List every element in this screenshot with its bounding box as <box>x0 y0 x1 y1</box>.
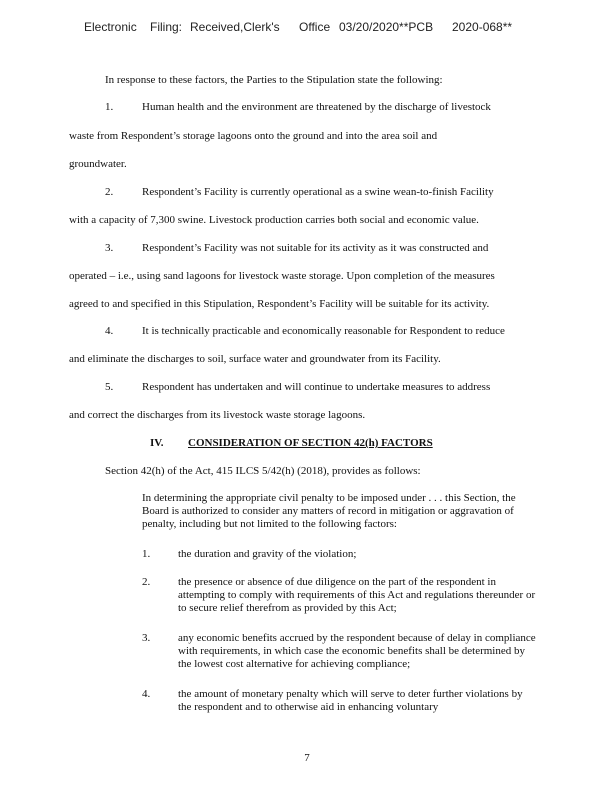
item-2-line1: Respondent’s Facility is currently operational as a swine wean-to-finish Facility <box>142 186 494 198</box>
factor-3-text: any economic benefits accrued by the respondent because of delay in compliance with requirements, in which case the economic benefits shall be determined by the lowest cost alternative for achieving compliance; <box>178 632 536 670</box>
header-date: 03/20/2020**PCB <box>339 20 434 34</box>
item-4-number: 4. <box>105 325 114 337</box>
item-3-line1: Respondent’s Facility was not suitable for its activity as it was constructed and <box>142 242 489 254</box>
item-2-number: 2. <box>105 186 114 198</box>
item-4-line2: and eliminate the discharges to soil, surface water and groundwater from its Facility. <box>69 353 441 365</box>
header-office: Office <box>299 20 331 34</box>
factor-4-number: 4. <box>142 688 151 700</box>
item-1-line3: groundwater. <box>69 158 127 170</box>
factor-3-number: 3. <box>142 632 151 644</box>
section-heading <box>150 437 433 449</box>
item-5-line1: Respondent has undertaken and will continue to undertake measures to address <box>142 381 491 393</box>
item-2-line2: with a capacity of 7,300 swine. Livestock production carries both social and economic value. <box>69 214 479 226</box>
item-5-number: 5. <box>105 381 114 393</box>
item-4-line1: It is technically practicable and economically reasonable for Respondent to reduce <box>142 325 505 337</box>
factor-2-text: the presence or absence of due diligence on the part of the respondent in attempting to comply with requirements of this Act and regulations thereunder or to secure relief therefrom as provided by this Act; <box>178 576 536 614</box>
factor-2-number: 2. <box>142 576 151 588</box>
header-electronic: Electronic <box>84 20 137 34</box>
section-roman: IV. <box>150 437 164 449</box>
section-intro: Section 42(h) of the Act, 415 ILCS 5/42(h) (2018), provides as follows: <box>105 465 421 477</box>
item-5-line2: and correct the discharges from its livestock waste storage lagoons. <box>69 409 366 421</box>
section-title: CONSIDERATION OF SECTION 42(h) FACTORS <box>188 437 433 449</box>
item-3-line3: agreed to and specified in this Stipulation, Respondent’s Facility will be suitable for its activity. <box>69 298 490 310</box>
header-filing: Filing: <box>150 20 183 34</box>
item-3-line2: operated – i.e., using sand lagoons for livestock waste storage. Upon completion of the measures <box>69 270 495 282</box>
header-received: Received,Clerk's <box>190 20 280 34</box>
quote-intro: In determining the appropriate civil penalty to be imposed under . . . this Section, the Board is authorized to consider any matters of record in mitigation or aggravation of penalty, including but not limited to the following factors: <box>142 492 516 530</box>
item-1-line1: Human health and the environment are threatened by the discharge of livestock <box>142 101 491 113</box>
item-1-line2: waste from Respondent’s storage lagoons onto the ground and into the area soil and <box>69 130 438 142</box>
header-case: 2020-068** <box>452 20 513 34</box>
item-1-number: 1. <box>105 101 114 113</box>
intro-paragraph: In response to these factors, the Parties to the Stipulation state the following: <box>105 74 443 86</box>
factor-1-text: the duration and gravity of the violation; <box>178 548 357 560</box>
factor-4-text: the amount of monetary penalty which will serve to deter further violations by the respondent and to otherwise aid in enhancing voluntary <box>178 688 523 713</box>
item-3-number: 3. <box>105 242 114 254</box>
factor-1-number: 1. <box>142 548 151 560</box>
page-number: 7 <box>304 752 310 764</box>
